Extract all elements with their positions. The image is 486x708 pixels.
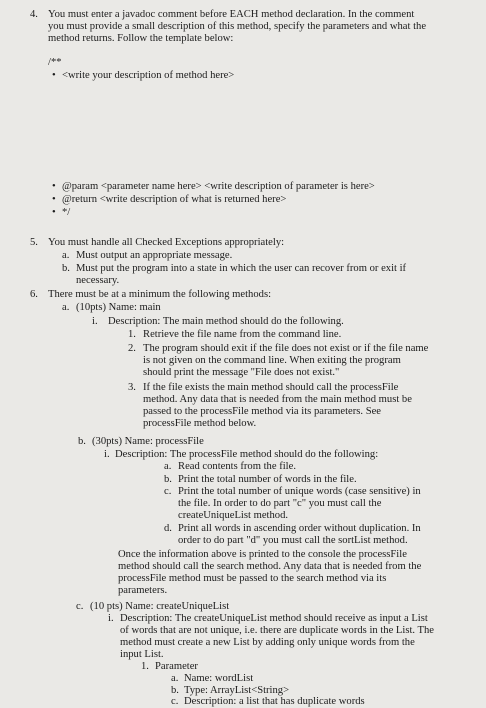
bullet-icon: • xyxy=(52,194,56,205)
processfile-heading: (30pts) Name: processFile xyxy=(92,436,204,447)
item5-b-line-2: necessary. xyxy=(76,275,120,286)
processfile-after-line: Once the information above is printed to the console the processFile xyxy=(118,549,407,560)
main-step-3-line: If the file exists the main method should call the processFile xyxy=(143,382,399,393)
createuniquelist-marker: c. xyxy=(76,601,84,612)
processfile-after-line: method should call the search method. Any data that is needed from the xyxy=(118,561,422,572)
parameter-marker: 1. xyxy=(141,661,149,672)
item4-line-1: You must enter a javadoc comment before EACH method declaration. In the comment xyxy=(48,9,415,20)
template-param: @param <parameter name here> <write description of parameter is here> xyxy=(62,181,375,192)
createuniquelist-desc-line: of words that are not unique, i.e. there are duplicate words in the List. The xyxy=(120,625,434,636)
main-step-1-line: Retrieve the file name from the command line. xyxy=(143,329,342,340)
item6-title: There must be at a minimum the following methods: xyxy=(48,289,272,300)
processfile-marker: b. xyxy=(78,436,86,447)
main-description: Description: The main method should do the following. xyxy=(108,316,344,327)
createuniquelist-heading: (10 pts) Name: createUniqueList xyxy=(90,601,230,612)
processfile-step-a-line: Read contents from the file. xyxy=(178,461,296,472)
main-desc-marker: i. xyxy=(92,316,98,327)
javadoc-open: /** xyxy=(48,57,62,68)
processfile-step-c-line: Print the total number of unique words (case sensitive) in xyxy=(178,486,421,497)
parameter-heading: Parameter xyxy=(155,661,198,672)
item5-number: 5. xyxy=(30,237,38,248)
parameter-item-marker: a. xyxy=(171,673,179,684)
item5-title: You must handle all Checked Exceptions appropriately: xyxy=(48,237,285,248)
item6-number: 6. xyxy=(30,289,38,300)
main-step-2-line: The program should exit if the file does not exist or if the file name xyxy=(143,343,429,354)
processfile-step-marker: b. xyxy=(164,474,172,485)
javadoc-close: */ xyxy=(62,207,71,218)
processfile-step-d-line: Print all words in ascending order without duplication. In xyxy=(178,523,421,534)
item5-a-text: Must output an appropriate message. xyxy=(76,250,233,261)
createuniquelist-desc-line: method must create a new List by adding only unique words from the xyxy=(120,637,415,648)
main-step-marker: 2. xyxy=(128,343,136,354)
main-step-marker: 1. xyxy=(128,329,136,340)
item4-line-3: method returns. Follow the template below: xyxy=(48,33,234,44)
item5-b-line-1: Must put the program into a state in which the user can recover from or exit if xyxy=(76,263,407,274)
processfile-step-marker: a. xyxy=(164,461,172,472)
main-step-3-line: passed to the processFile method via its parameters. See xyxy=(143,406,382,417)
parameter-item-marker: b. xyxy=(171,685,179,696)
processfile-step-marker: c. xyxy=(164,486,172,497)
processfile-step-c-line: createUniqueList method. xyxy=(178,510,289,521)
main-step-2-line: should print the message "File does not exist." xyxy=(143,367,340,378)
processfile-step-marker: d. xyxy=(164,523,172,534)
processfile-after-line: parameters. xyxy=(118,585,168,596)
processfile-description: Description: The processFile method should do the following: xyxy=(115,449,379,460)
main-marker: a. xyxy=(62,302,70,313)
main-step-3-line: method. Any data that is needed from the main method must be xyxy=(143,394,412,405)
main-step-3-line: processFile method below. xyxy=(143,418,257,429)
main-heading: (10pts) Name: main xyxy=(76,302,161,313)
processfile-step-d-line: order to do part "d" you must call the sortList method. xyxy=(178,535,408,546)
template-description: <write your description of method here> xyxy=(62,70,235,81)
processfile-step-c-line: the file. In order to do part "c" you must call the xyxy=(178,498,382,509)
parameter-description: Description: a list that has duplicate words xyxy=(184,696,365,707)
item4-number: 4. xyxy=(30,9,38,20)
bullet-icon: • xyxy=(52,70,56,81)
processfile-desc-marker: i. xyxy=(104,449,110,460)
item5-a-marker: a. xyxy=(62,250,70,261)
processfile-step-b-line: Print the total number of words in the file. xyxy=(178,474,357,485)
createuniquelist-desc-line: input List. xyxy=(120,649,164,660)
main-step-2-line: is not given on the command line. When exiting the program xyxy=(143,355,401,366)
bullet-icon: • xyxy=(52,207,56,218)
createuniquelist-desc-marker: i. xyxy=(108,613,114,624)
createuniquelist-desc-line: Description: The createUniqueList method should receive as input a List xyxy=(120,613,428,624)
processfile-after-line: processFile method must be passed to the search method via its xyxy=(118,573,387,584)
item4-line-2: you must provide a small description of this method, specify the parameters and what the xyxy=(48,21,427,32)
template-return: @return <write description of what is returned here> xyxy=(62,194,287,205)
bullet-icon: • xyxy=(52,181,56,192)
parameter-name: Name: wordList xyxy=(184,673,254,684)
parameter-type: Type: ArrayList<String> xyxy=(184,685,290,696)
item5-b-marker: b. xyxy=(62,263,70,274)
parameter-item-marker: c. xyxy=(171,696,179,707)
main-step-marker: 3. xyxy=(128,382,136,393)
